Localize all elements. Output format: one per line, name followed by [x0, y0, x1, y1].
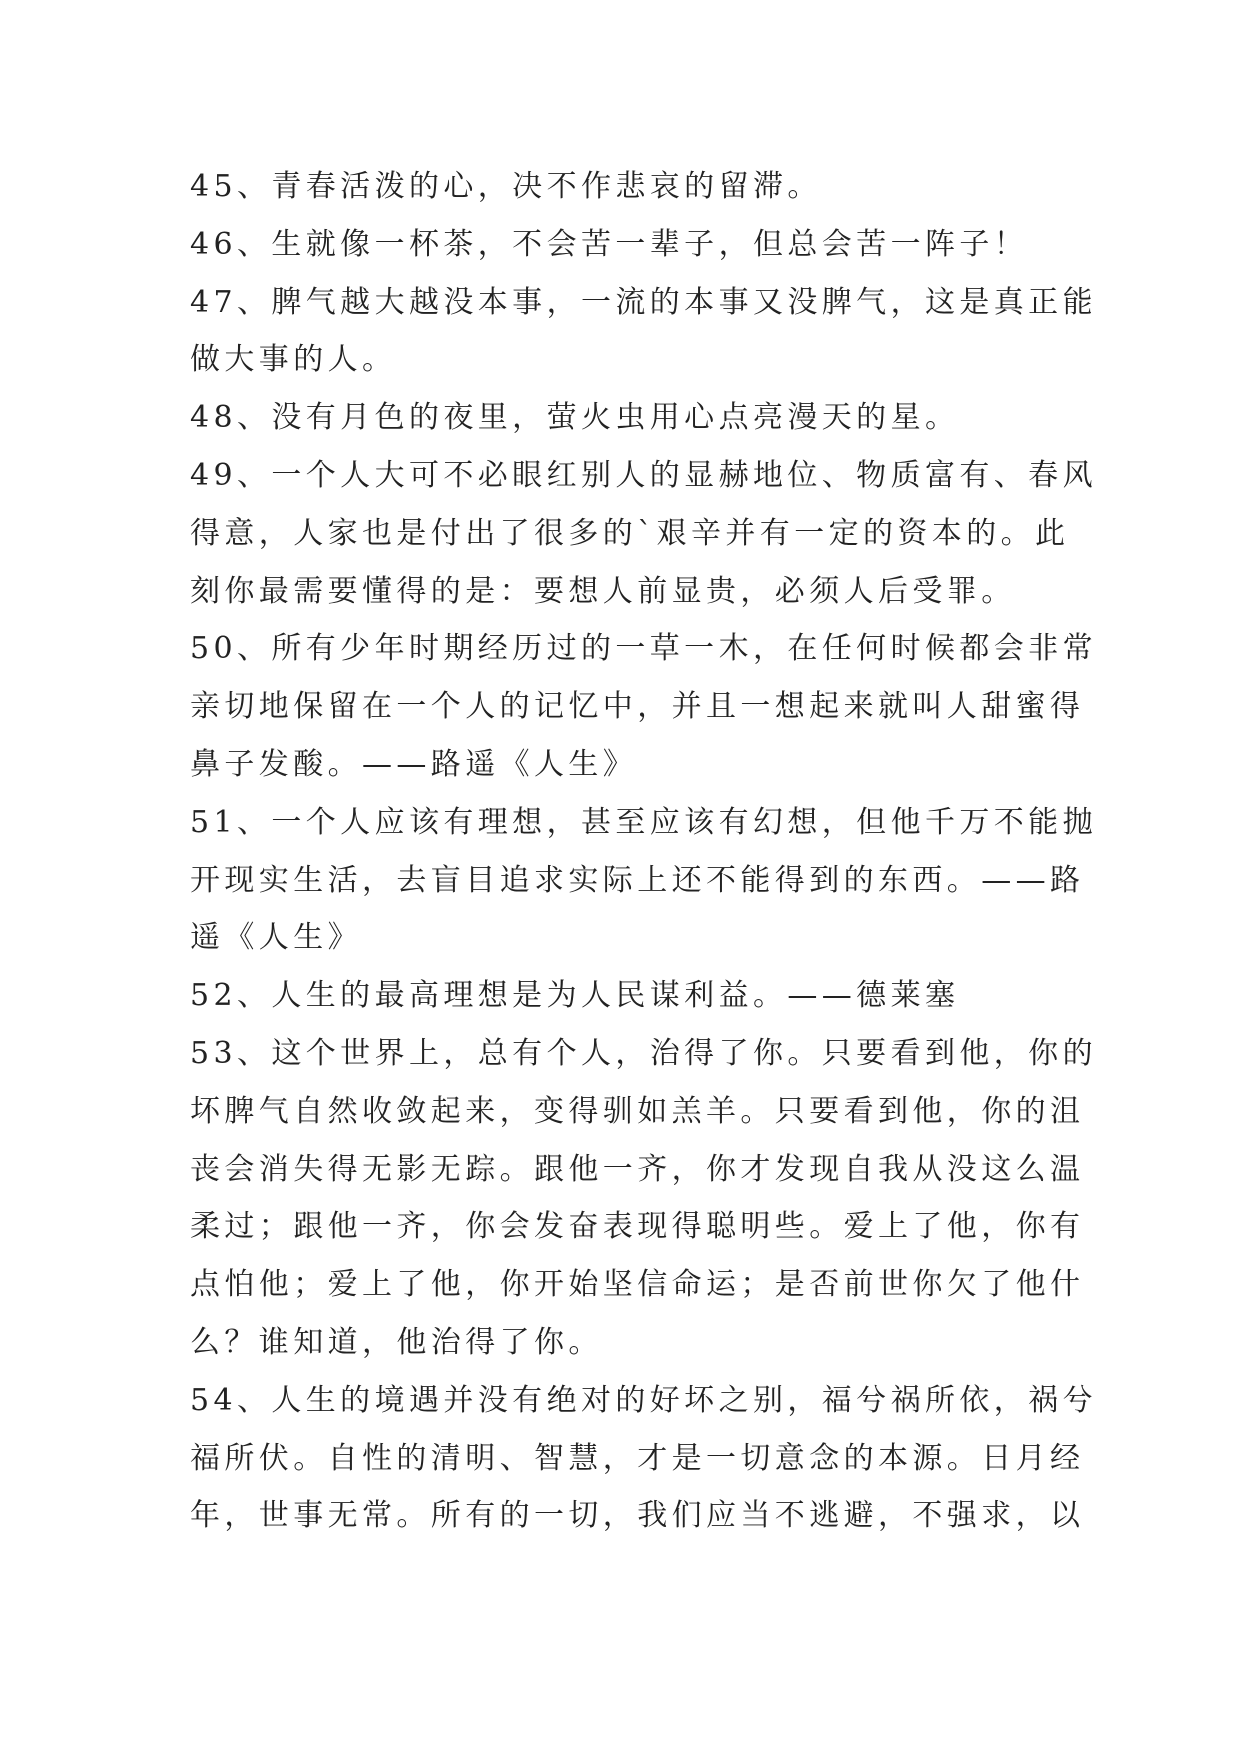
- text-line: 亲切地保留在一个人的记忆中，并且一想起来就叫人甜蜜得: [190, 689, 1085, 725]
- text-line: 开现实生活，去盲目追求实际上还不能得到的东西。——路: [190, 862, 1085, 898]
- text-line: 46、生就像一杯茶，不会苦一辈子，但总会苦一阵子！: [190, 226, 1029, 262]
- text-line: 点怕他；爱上了他，你开始坚信命运；是否前世你欠了他什: [190, 1267, 1085, 1303]
- text-line: 48、没有月色的夜里，萤火虫用心点亮漫天的星。: [190, 400, 960, 436]
- text-line: 么？谁知道，他治得了你。: [190, 1324, 603, 1360]
- text-line: 52、人生的最高理想是为人民谋利益。——德莱塞: [190, 978, 960, 1014]
- text-line: 丧会消失得无影无踪。跟他一齐，你才发现自我从没这么温: [190, 1151, 1085, 1187]
- document-body: [190, 158, 1097, 1545]
- text-line: 51、一个人应该有理想，甚至应该有幻想，但他千万不能抛: [190, 804, 1097, 840]
- text-line: 遥《人生》: [190, 920, 362, 956]
- text-line: 刻你最需要懂得的是：要想人前显贵，必须人后受罪。: [190, 573, 1016, 609]
- text-line: 坏脾气自然收敛起来，变得驯如羔羊。只要看到他，你的沮: [190, 1093, 1085, 1129]
- text-line: 做大事的人。: [190, 342, 397, 378]
- text-line: 福所伏。自性的清明、智慧，才是一切意念的本源。日月经: [190, 1440, 1085, 1476]
- text-line: 年，世事无常。所有的一切，我们应当不逃避，不强求，以: [190, 1498, 1085, 1534]
- text-line: 柔过；跟他一齐，你会发奋表现得聪明些。爱上了他，你有: [190, 1209, 1085, 1245]
- text-line: 54、人生的境遇并没有绝对的好坏之别，福兮祸所依，祸兮: [190, 1382, 1097, 1418]
- text-line: 47、脾气越大越没本事，一流的本事又没脾气，这是真正能: [190, 284, 1097, 320]
- text-line: 49、一个人大可不必眼红别人的显赫地位、物质富有、春风: [190, 457, 1097, 493]
- text-line: 得意，人家也是付出了很多的`艰辛并有一定的资本的。此: [190, 515, 1070, 551]
- text-line: 53、这个世界上，总有个人，治得了你。只要看到他，你的: [190, 1035, 1097, 1071]
- text-line: 45、青春活泼的心，决不作悲哀的留滞。: [190, 169, 822, 204]
- text-line: 50、所有少年时期经历过的一草一木，在任何时候都会非常: [190, 631, 1097, 667]
- text-line: 鼻子发酸。——路遥《人生》: [190, 746, 638, 782]
